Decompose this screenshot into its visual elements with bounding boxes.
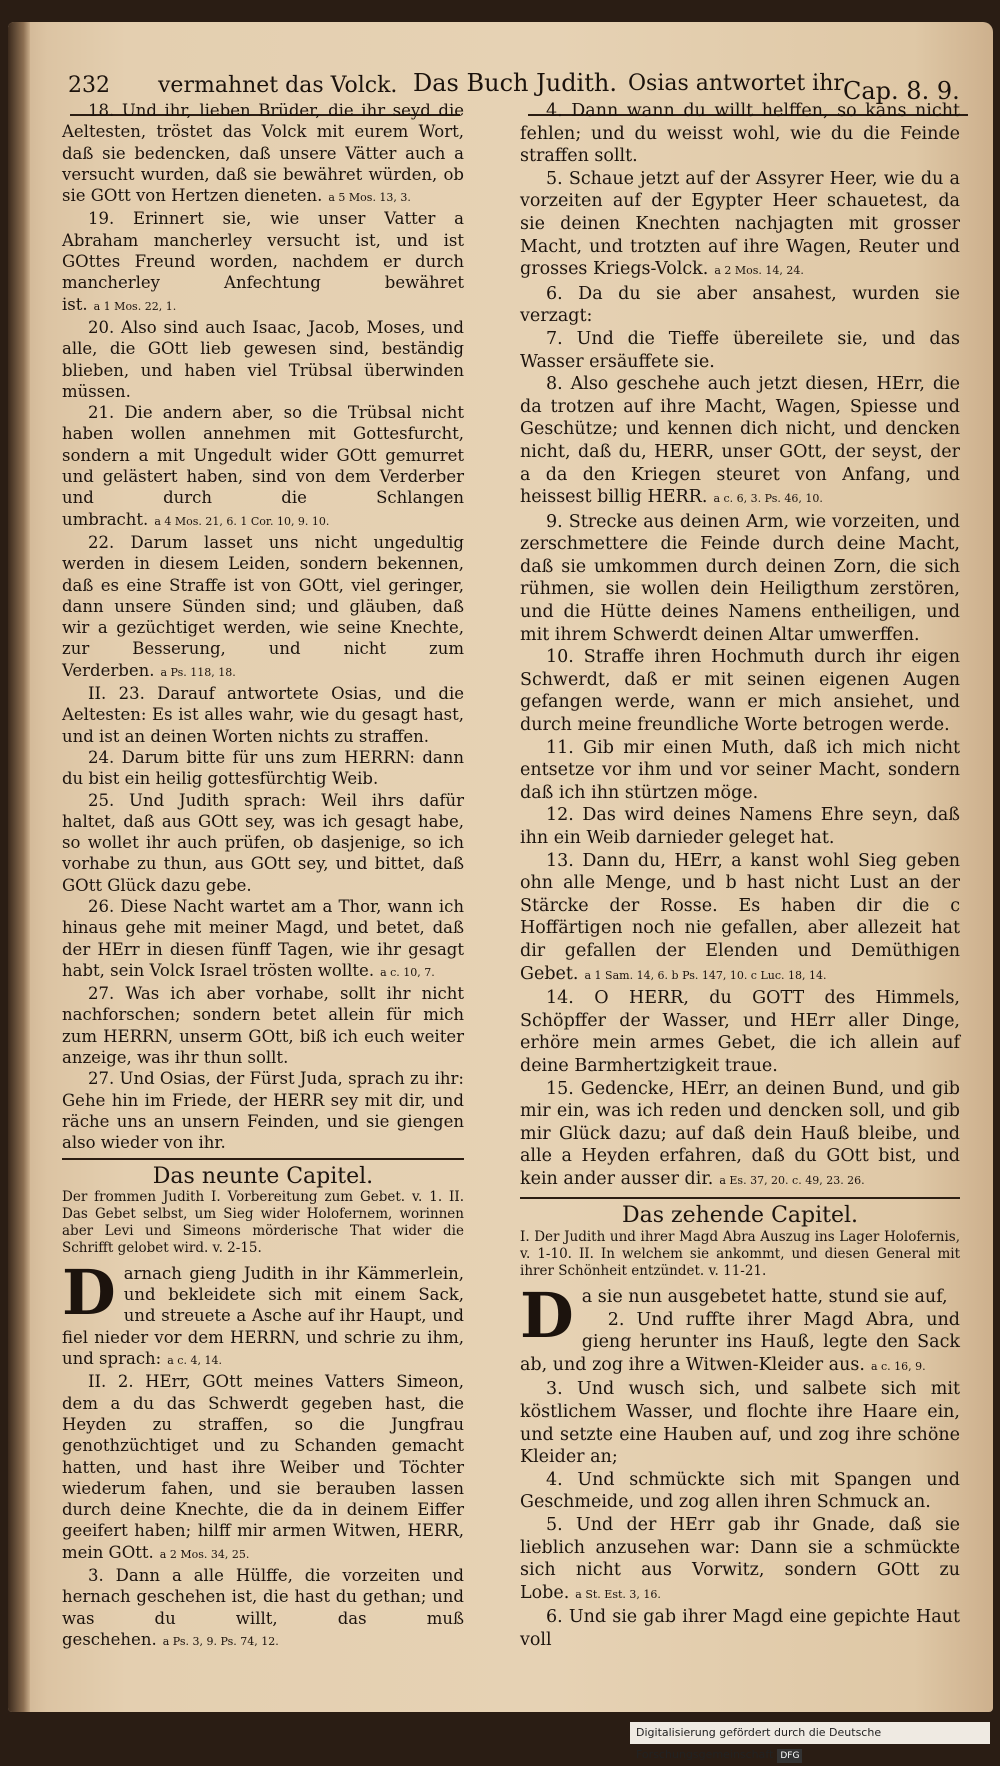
verse: [520, 646, 960, 736]
drop-cap: D: [520, 1279, 574, 1353]
verse: [62, 100, 464, 208]
verse-text: 5. Schaue jetzt auf der Assyrer Heer, wie du a vorzeiten auf der Egypter Heer schauetest, da sie deinen Knechten nachjagten mit grosser Macht, und trotzten auf ihre Wagen, Reuter und grosses Kriegs-Volck.: [520, 168, 960, 280]
verse: [62, 896, 464, 983]
verse-text: 12. Das wird deines Namens Ehre seyn, daß ihn ein Weib darnieder geleget hat.: [520, 805, 960, 848]
verse-text: II. 23. Darauf antwortete Osias, und die Aeltesten: Es ist alles wahr, wie du gesagt hast, und ist an deinen Worten nichts zu straffen.: [62, 684, 464, 746]
verse-text: 13. Dann du, HErr, a kanst wohl Sieg geben ohn alle Menge, und b hast nicht Lust an der Stärcke der Rosse. Es haben dir die c Hoffärtigen noch nie gefallen, aber allezeit hat dir gefallen der Elenden und Demüthigen Gebet.: [520, 850, 960, 984]
verse: [62, 1565, 464, 1652]
chapter-summary: Der frommen Judith I. Vorbereitung zum Gebet. v. 1. II. Das Gebet selbst, um Sieg wider Holofernem, worinnen aber Levi und Simeons mörderische That wider die Schrifft gelobet wird. v. 2-15.: [62, 1188, 464, 1256]
verse: [62, 1068, 464, 1153]
verse: [520, 1309, 960, 1379]
verse: [62, 532, 464, 683]
verse-text: 18. Und ihr, lieben Brüder, die ihr seyd die Aeltesten, tröstet das Volck mit eurem Wort, daß sie bedencken, daß unsere Vätter auch a versucht wurden, daß sie bewähret würden, ob sie GOtt von Hertzen dieneten.: [62, 101, 464, 206]
cross-reference-note: a 2 Mos. 34, 25.: [159, 1547, 250, 1561]
verse-text: 3. Und wusch sich, und salbete sich mit köstlichem Wasser, und flochte ihre Haare ein, und setzte eine Hauben auf, und zog ihre schöne Kleider an;: [520, 1379, 960, 1468]
verse-text: 20. Also sind auch Isaac, Jacob, Moses, und alle, die GOtt lieb gewesen sind, beständig blieben, und haben viel Trübsal überwinden müssen.: [62, 317, 464, 401]
verse-text: 9. Strecke aus deinen Arm, wie vorzeiten, und zerschmettere die Feinde durch deine Macht, daß sie umkommen durch deinen Zorn, die sich rühmen, sie wollen dein Heiligthum zerstören, und die Hütte deines Namens entheiligen, und mit ihrem Schwerdt deinen Altar umwerffen.: [520, 511, 960, 645]
verse-text: 15. Gedencke, HErr, an deinen Bund, und gib mir ein, was ich reden und dencken soll, und gib mir Glück dazu; auf daß dein Hauß bleibe, und alle a Heyden erfahren, daß du GOtt bist, und kein ander ausser dir.: [520, 1078, 960, 1189]
chapter-title: Das zehende Capitel.: [621, 1202, 859, 1228]
cross-reference-note: a Ps. 118, 18.: [160, 665, 236, 679]
verse: [520, 987, 960, 1077]
cross-reference-note: a 2 Mos. 14, 24.: [714, 264, 804, 278]
verse: [520, 373, 960, 511]
verse: [520, 850, 960, 988]
verse-text: II. 2. HErr, GOtt meines Vatters Simeon, dem a du das Schwerdt gegeben hast, die Heyden zu straffen, so die Jungfrau genothzüchtiget und zu Schanden gemacht hatten, und hast ihre Weiber und Töchter wiederum fahen, und sie berauben lassen durch deine Knechte, die da in deinem Eiffer geeifert haben; hilff mir armen Witwen, HERR, mein GOtt.: [62, 1372, 464, 1562]
verse: [62, 208, 464, 316]
verse: [520, 168, 960, 283]
cross-reference-note: a Ps. 3, 9. Ps. 74, 12.: [162, 1634, 279, 1648]
cross-reference-note: a 5 Mos. 13, 3.: [328, 191, 411, 205]
verse-text: 10. Straffe ihren Hochmuth durch ihr eigen Schwerdt, daß er mit seinen eigenen Augen gefangen werde, wann er mich ansiehet, und durch meine freundliche Worte betrogen werde.: [520, 647, 960, 736]
right-column: [520, 100, 960, 1652]
verse-text: 5. Und der HErr gab ihr Gnade, daß sie lieblich anzusehen war: Dann sie a schmückte sich nicht aus Vorwitz, sondern GOtt zu Lobe.: [520, 1515, 960, 1603]
verse-text: 14. O HERR, du GOTT des Himmels, Schöpffer der Wasser, und HErr aller Dinge, erhöre mein armes Gebet, die ich allein auf deine Barmhertzigkeit traue.: [520, 988, 960, 1076]
page-number: 232: [68, 73, 110, 98]
drop-cap: D: [62, 1255, 116, 1329]
book-title: Das Buch Judith.: [413, 69, 617, 97]
digitization-credit: [630, 1722, 990, 1761]
verse-text: 26. Diese Nacht wartet am a Thor, wann ich hinaus gehe mit meiner Magd, und betet, daß der HErr in diesen fünff Tagen, wie ihr gesagt habt, sein Volck Israel trösten wollte.: [62, 896, 464, 980]
verse-text: 27. Was ich aber vorhabe, sollt ihr nicht nachforschen; sondern betet allein für mich zum HERRN, unserm GOtt, biß ich euch weiter anzeige, was ihr thun sollt.: [62, 984, 464, 1068]
verse-text: a sie nun ausgebetet hatte, stund sie auf,: [581, 1287, 948, 1308]
cross-reference-note: a c. 4, 14.: [167, 1354, 222, 1368]
verse: [520, 1469, 960, 1514]
chapter-divider: [62, 1158, 464, 1160]
verse: [62, 402, 464, 532]
verse: [520, 737, 960, 805]
verse-text: 4. Dann wann du willt helffen, so kans nicht fehlen; und du weisst wohl, wie du die Feinde straffen sollt.: [520, 101, 960, 167]
verse: [520, 804, 960, 849]
credit-text: Digitalisierung gefördert durch die Deutsche Forschungsgemeinschaft: [636, 1726, 882, 1761]
verse: [62, 1371, 464, 1565]
cross-reference-note: a 1 Mos. 22, 1.: [93, 299, 177, 313]
running-head-right: Osias antwortet ihr: [628, 71, 844, 96]
chapter-reference: Cap. 8. 9.: [843, 77, 960, 105]
verse-text: 8. Also geschehe auch jetzt diesen, HErr, die da trotzen auf ihre Macht, Wagen, Spiesse und Geschütze; und kennen dich nicht, und dencken nicht, daß du, HERR, unser GOtt, der seyst, der a da den Kriegen steuret von Anfang, und heissest billig HERR.: [520, 374, 960, 508]
verse-text: 6. Da du sie aber ansahest, wurden sie verzagt:: [520, 283, 960, 327]
verse: [62, 1255, 464, 1371]
verse-text: 11. Gib mir einen Muth, daß ich mich nicht entsetze vor ihm und vor seiner Macht, sondern daß ich ihn stürtzen möge.: [520, 737, 960, 803]
verse: [520, 511, 960, 647]
cross-reference-note: a c. 16, 9.: [870, 1359, 926, 1373]
verse-text: 19. Erinnert sie, wie unser Vatter a Abraham mancherley versucht ist, und ist GOttes Freund worden, nachdem er durch mancherley Anfechtung bewähret ist.: [62, 209, 464, 314]
cross-reference-note: a Es. 37, 20. c. 49, 23. 26.: [719, 1173, 865, 1187]
verse: [520, 100, 960, 168]
book-spine: [8, 22, 30, 1712]
chapter-summary: I. Der Judith und ihrer Magd Abra Auszug ins Lager Holofernis, v. 1-10. II. In welchem sie ankommt, und diesen General mit ihrer Schönheit entzündet. v. 11-21.: [520, 1229, 960, 1280]
verse-text: 6. Und sie gab ihrer Magd eine gepichte Haut voll: [520, 1607, 960, 1650]
verse-text: 3. Dann a alle Hülffe, die vorzeiten und hernach geschehen ist, die hast du gethan; und was du willt, das muß geschehen.: [62, 1566, 464, 1649]
cross-reference-note: a 1 Sam. 14, 6. b Ps. 147, 10. c Luc. 18, 14.: [584, 968, 827, 982]
chapter-divider: [520, 1197, 960, 1199]
verse: [62, 317, 464, 402]
verse-text: 27. Und Osias, der Fürst Juda, sprach zu ihr: Gehe hin im Friede, der HERR sey mit dir, und räche uns an unsern Feinden, und sie giengen also wieder von ihr.: [62, 1069, 464, 1153]
verse-text: arnach gieng Judith in ihr Kämmerlein, und bekleidete sich mit einem Sack, und streuete a Asche auf ihr Haupt, und fiel nieder vor dem HERRN, und schrie zu ihm, und sprach:: [62, 1263, 464, 1369]
verse: [62, 747, 464, 790]
verse-text: 4. Und schmückte sich mit Spangen und Geschmeide, und zog allen ihren Schmuck an.: [520, 1469, 960, 1513]
chapter-title: Das neunte Capitel.: [152, 1163, 374, 1189]
cross-reference-note: a 4 Mos. 21, 6. 1 Cor. 10, 9. 10.: [154, 514, 330, 528]
verse: [520, 1078, 960, 1193]
verse-text: 7. Und die Tieffe übereilete sie, und das Wasser ersäuffete sie.: [520, 328, 960, 372]
verse: [62, 983, 464, 1068]
cross-reference-note: a c. 10, 7.: [380, 965, 435, 979]
verse-text: 21. Die andern aber, so die Trübsal nicht haben wollen annehmen mit Gottesfurcht, sondern a mit Ungedult wider GOtt gemurret und gelästert haben, sind von dem Verderber und durch die Schlangen umbracht.: [62, 403, 464, 529]
verse: [62, 790, 464, 896]
verse: [520, 1378, 960, 1468]
verse: [62, 683, 464, 747]
verse: [520, 1286, 960, 1309]
verse-text: 2. Und ruffte ihrer Magd Abra, und gieng herunter ins Hauß, legte den Sack ab, und zog ihre a Witwen-Kleider aus.: [520, 1309, 960, 1375]
verse-text: 24. Darum bitte für uns zum HERRN: dann du bist ein heilig gottesfürchtig Weib.: [62, 747, 464, 789]
verse: [520, 1606, 960, 1651]
verse: [520, 1514, 960, 1606]
dfg-logo: DFG: [777, 1749, 802, 1763]
verse-text: 25. Und Judith sprach: Weil ihrs dafür haltet, daß aus GOtt sey, was ich gesagt habe, so wollet ihr auch prüfen, ob dasjenige, so ich vorhabe zu thun, aus GOtt sey, und bittet, daß GOtt Glück dazu gebe.: [62, 790, 464, 895]
verse: [520, 328, 960, 373]
verse: [520, 283, 960, 328]
left-column: [62, 100, 464, 1652]
cross-reference-note: a c. 6, 3. Ps. 46, 10.: [713, 492, 823, 506]
verse-text: 22. Darum lasset uns nicht ungedultig werden in diesem Leiden, sondern bekennen, daß es eine Straffe ist von GOtt, viel geringer, dann unsere Sünden sind; und gläuben, daß wir a gezüchtiget werden, wie seine Knechte, zur Besserung, und nicht zum Verderben.: [62, 532, 464, 680]
running-head-left: vermahnet das Volck.: [158, 73, 398, 98]
cross-reference-note: a St. Est. 3, 16.: [575, 1587, 661, 1601]
